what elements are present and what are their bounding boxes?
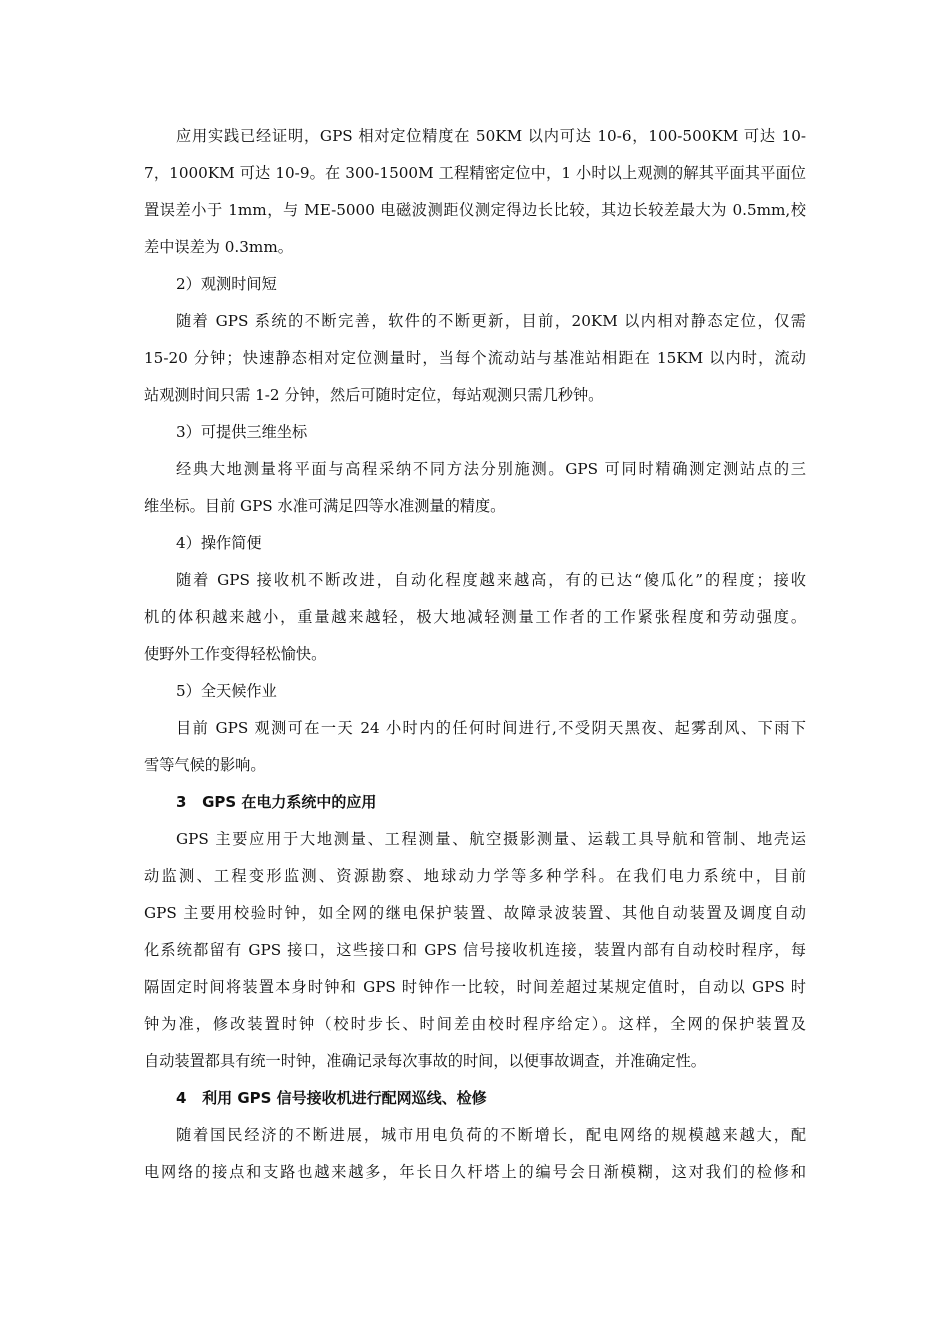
- paragraph-line: 应用实践已经证明，GPS 相对定位精度在 50KM 以内可达 10-6，100-500KM 可达 10-: [176, 127, 806, 145]
- paragraph-line: 站观测时间只需 1-2 分钟，然后可随时定位，每站观测只需几秒钟。: [144, 386, 604, 404]
- paragraph-line: 7，1000KM 可达 10-9。在 300-1500M 工程精密定位中，1 小时以上观测的解其平面其平面位: [144, 164, 806, 182]
- paragraph-line: 目前 GPS 观测可在一天 24 小时内的任何时间进行,不受阴天黑夜、起雾刮风、下雨下: [176, 719, 806, 737]
- section-heading: 4 利用 GPS 信号接收机进行配网巡线、检修: [176, 1089, 487, 1107]
- section-subheading: 4）操作简便: [176, 534, 262, 552]
- paragraph-line: 15-20 分钟；快速静态相对定位测量时，当每个流动站与基准站相距在 15KM 以内时，流动: [144, 349, 806, 367]
- paragraph-line: 随着 GPS 接收机不断改进，自动化程度越来越高，有的已达“傻瓜化”的程度；接收: [176, 571, 806, 589]
- document-page: [144, 118, 806, 1191]
- section-subheading: 5）全天候作业: [176, 682, 277, 700]
- paragraph-line: 置误差小于 1mm，与 ME-5000 电磁波测距仪测定得边长比较，其边长较差最大为 0.5mm,校: [144, 201, 806, 219]
- paragraph-line: GPS 主要应用于大地测量、工程测量、航空摄影测量、运载工具导航和管制、地壳运: [176, 830, 806, 848]
- paragraph-line: 雪等气候的影响。: [144, 756, 266, 774]
- paragraph-line: 隔固定时间将装置本身时钟和 GPS 时钟作一比较，时间差超过某规定值时，自动以 GPS 时: [144, 978, 806, 996]
- paragraph-line: 使野外工作变得轻松愉快。: [144, 645, 327, 663]
- section-heading: 3 GPS 在电力系统中的应用: [176, 793, 377, 811]
- paragraph-line: 随着 GPS 系统的不断完善，软件的不断更新，目前，20KM 以内相对静态定位，仅需: [176, 312, 806, 330]
- section-subheading: 3）可提供三维坐标: [176, 423, 308, 441]
- paragraph-line: 动监测、工程变形监测、资源勘察、地球动力学等多种学科。在我们电力系统中，目前: [144, 867, 806, 885]
- paragraph-line: 机的体积越来越小，重量越来越轻，极大地减轻测量工作者的工作紧张程度和劳动强度。: [144, 608, 806, 626]
- section-subheading: 2）观测时间短: [176, 275, 277, 293]
- paragraph-line: 化系统都留有 GPS 接口，这些接口和 GPS 信号接收机连接，装置内部有自动校时程序，每: [144, 941, 806, 959]
- paragraph-line: GPS 主要用校验时钟，如全网的继电保护装置、故障录波装置、其他自动装置及调度自动: [144, 904, 806, 922]
- paragraph-line: 自动装置都具有统一时钟，准确记录每次事故的时间，以便事故调查，并准确定性。: [144, 1052, 706, 1070]
- paragraph-line: 维坐标。目前 GPS 水准可满足四等水准测量的精度。: [144, 497, 506, 515]
- paragraph-line: 差中误差为 0.3mm。: [144, 238, 293, 256]
- paragraph-line: 随着国民经济的不断进展，城市用电负荷的不断增长，配电网络的规模越来越大，配: [176, 1126, 806, 1144]
- paragraph-line: 电网络的接点和支路也越来越多，年长日久杆塔上的编号会日渐模糊，这对我们的检修和: [144, 1163, 806, 1181]
- paragraph-line: 经典大地测量将平面与高程采纳不同方法分别施测。GPS 可同时精确测定测站点的三: [176, 460, 806, 478]
- paragraph-line: 钟为准，修改装置时钟（校时步长、时间差由校时程序给定）。这样，全网的保护装置及: [144, 1015, 806, 1033]
